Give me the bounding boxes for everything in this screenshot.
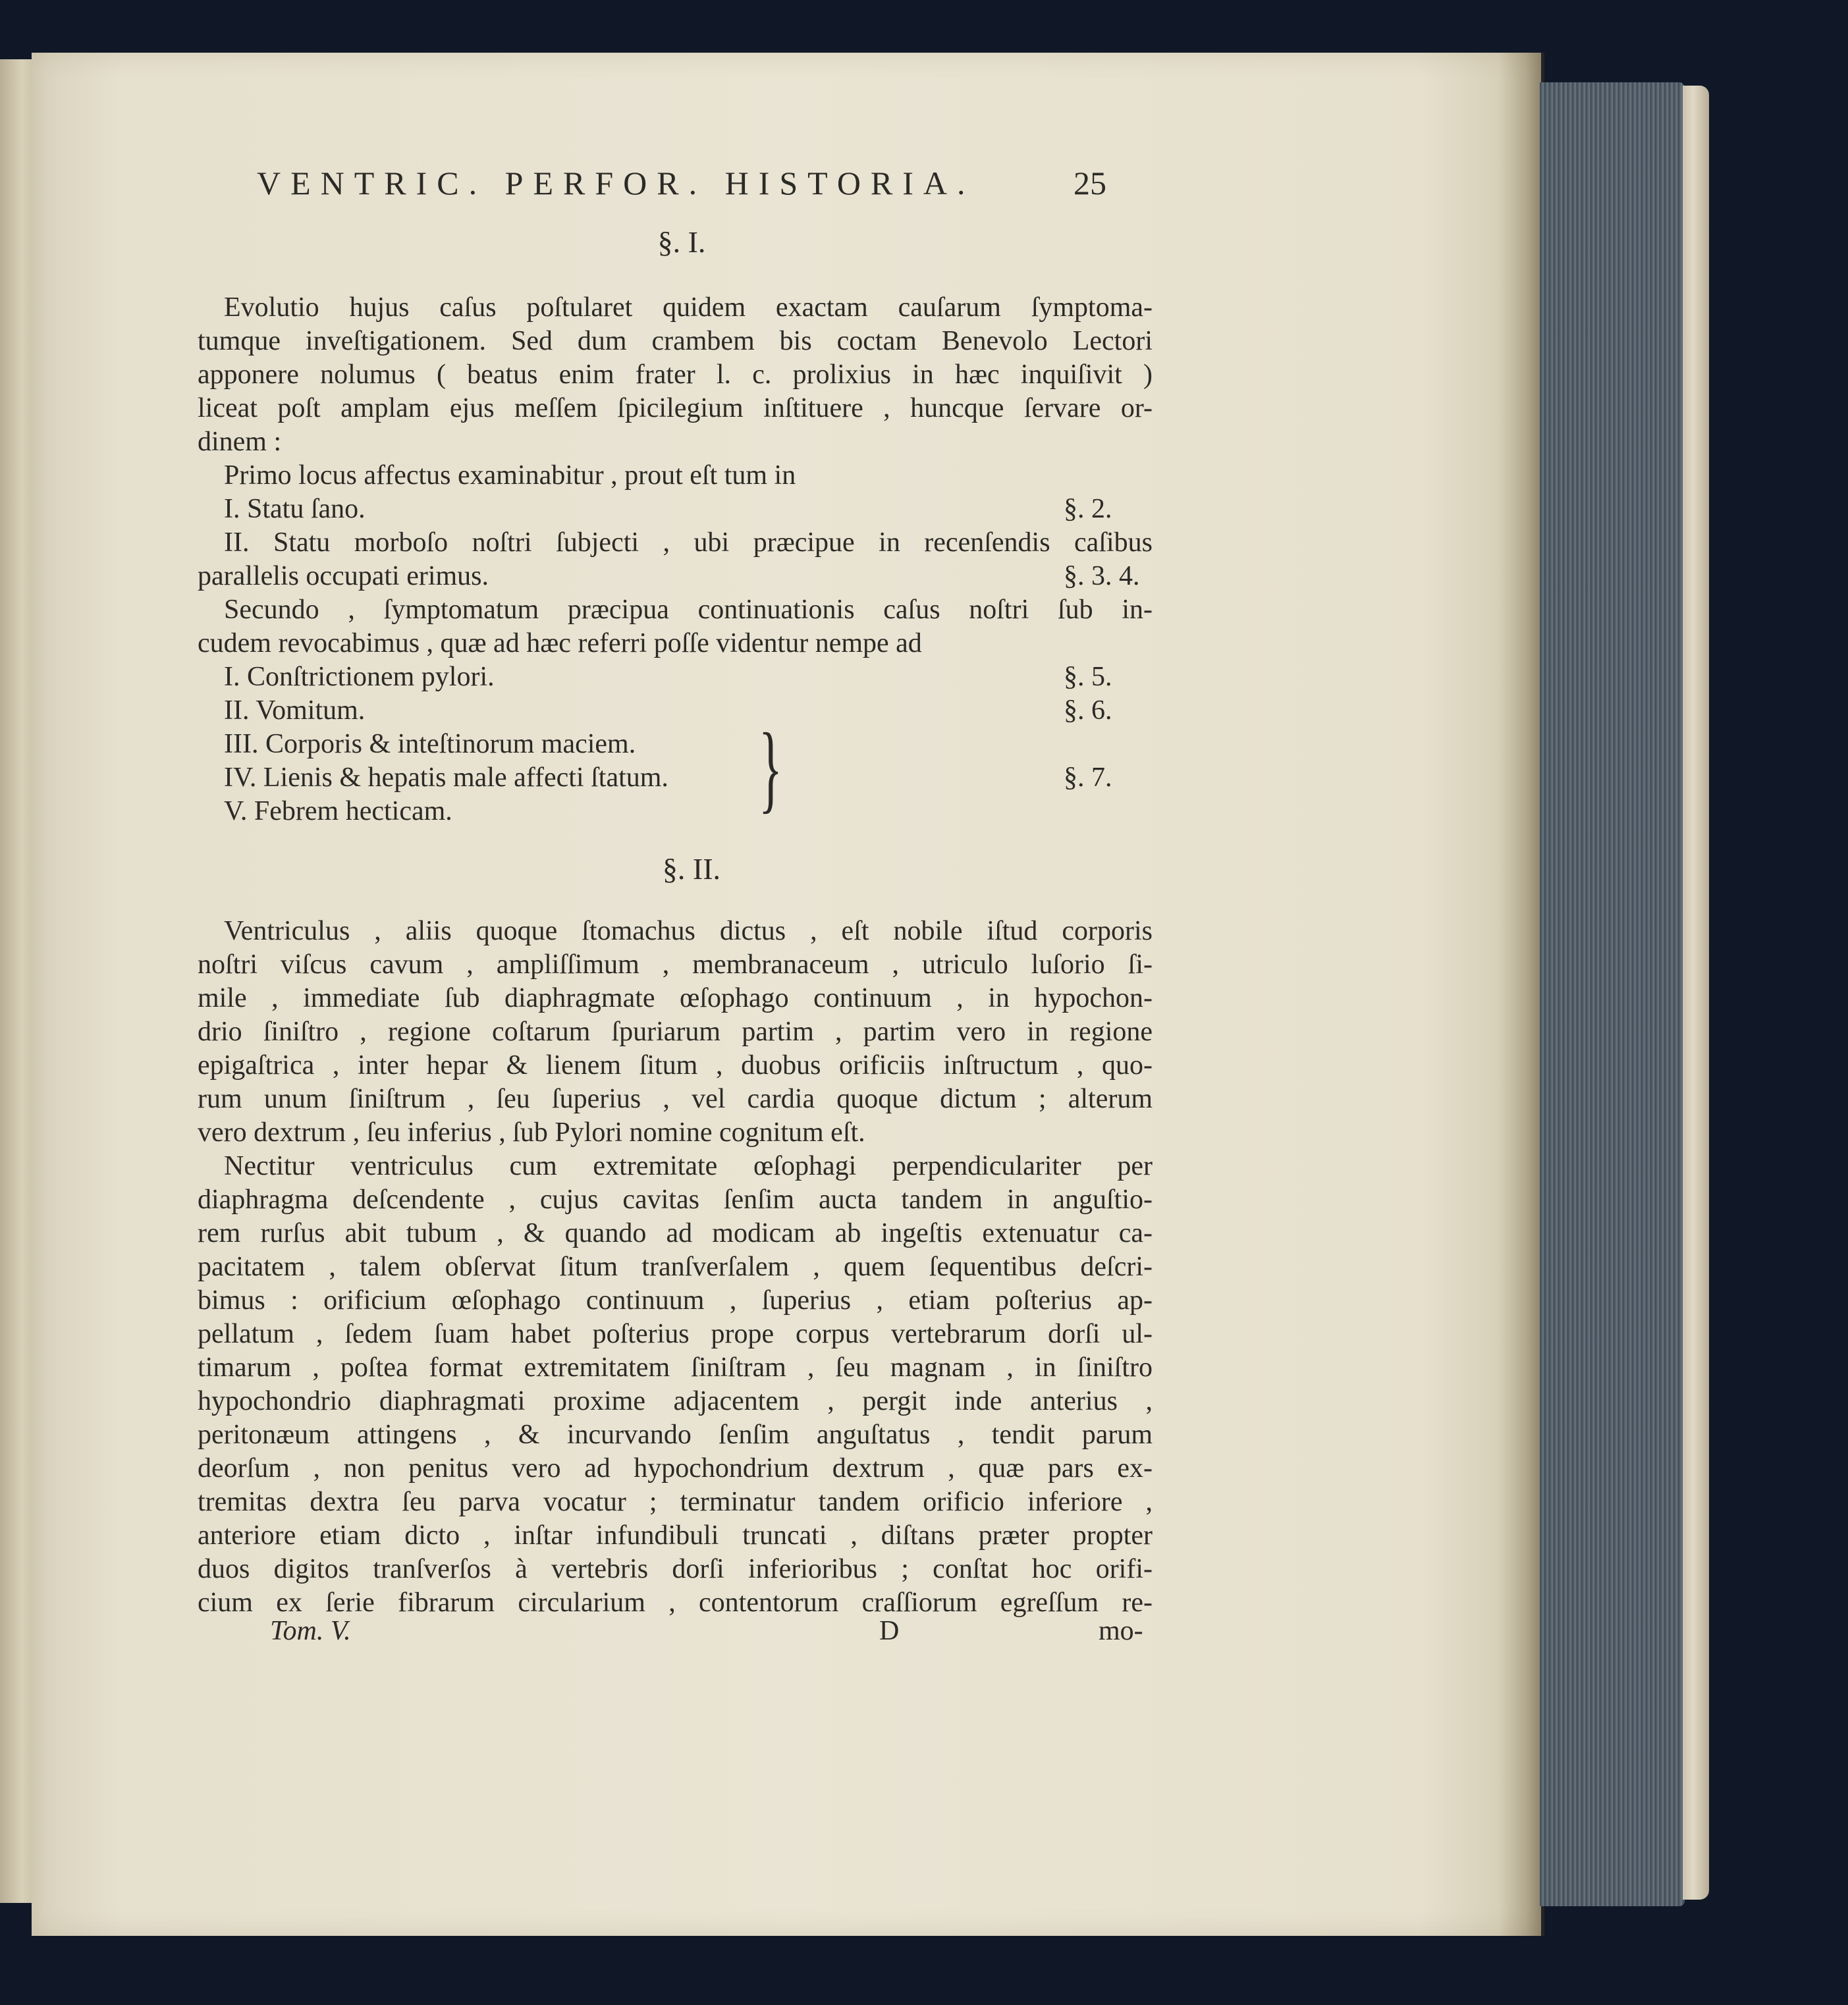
text-line: deorſum , non penitus vero ad hypochondrium dextrum , quæ pars ex- xyxy=(198,1453,1153,1484)
text-line: mile , immediate ſub diaphragmate œſophago continuum , in hypochon- xyxy=(198,983,1153,1013)
text-line: III. Corporis & inteſtinorum maciem. xyxy=(224,729,636,759)
text-line: I. Conſtrictionem pylori. xyxy=(224,662,495,692)
text-line: Ventriculus , aliis quoque ſtomachus dictus , eſt nobile iſtud corporis xyxy=(224,916,1153,946)
previous-page-edge xyxy=(0,59,32,1903)
text-line: pellatum , ſedem ſuam habet poſterius prope corpus vertebrarum dorſi ul- xyxy=(198,1319,1153,1349)
text-line: rum unum ſiniſtrum , ſeu ſuperius , vel cardia quoque dictum ; alterum xyxy=(198,1084,1153,1114)
page-block-edges xyxy=(1540,82,1685,1906)
section-reference: §. 5. xyxy=(1064,662,1112,692)
section-reference: §. 3. 4. xyxy=(1064,561,1140,591)
signature-mark: D xyxy=(879,1616,900,1646)
text-line: Secundo , ſymptomatum præcipua continuationis caſus noſtri ſub in- xyxy=(224,595,1153,625)
section-reference: §. 6. xyxy=(1064,695,1112,726)
text-line: V. Febrem hecticam. xyxy=(224,796,452,826)
section-reference: §. 7. xyxy=(1064,762,1112,793)
text-line: anteriore etiam dicto , inſtar infundibuli truncati , diſtans præter propter xyxy=(198,1520,1153,1551)
text-line: tumque inveſtigationem. Sed dum crambem bis coctam Benevolo Lectori xyxy=(198,326,1153,356)
text-line: epigaſtrica , inter hepar & lienem ſitum , duobus orificiis inſtructum , quo- xyxy=(198,1050,1153,1081)
text-line: liceat poſt amplam ejus meſſem ſpicilegium inſtituere , huncque ſervare or- xyxy=(198,393,1153,423)
text-line: noſtri viſcus cavum , ampliſſimum , membranaceum , utriculo luſorio ſi- xyxy=(198,949,1153,980)
text-line: cudem revocabimus , quæ ad hæc referri poſſe videntur nempe ad xyxy=(198,628,922,658)
text-line: bimus : orificium œſophago continuum , ſuperius , etiam poſterius ap- xyxy=(198,1285,1153,1316)
section-reference: §. 2. xyxy=(1064,494,1112,524)
text-line: hypochondrio diaphragmati proxime adjacentem , pergit inde anterius , xyxy=(198,1386,1153,1416)
volume-label: Tom. V. xyxy=(270,1616,351,1646)
text-line: diaphragma deſcendente , cujus cavitas ſenſim aucta tandem in anguſtio- xyxy=(198,1185,1153,1215)
text-line: Primo locus affectus examinabitur , prout eſt tum in xyxy=(224,460,796,491)
page-number: 25 xyxy=(1073,165,1106,201)
text-line: drio ſiniſtro , regione coſtarum ſpuriarum partim , partim vero in regione xyxy=(198,1017,1153,1047)
text-line: vero dextrum , ſeu inferius , ſub Pylori nomine cognitum eſt. xyxy=(198,1117,865,1148)
page-gutter-shadow xyxy=(1498,53,1544,1936)
text-line: tremitas dextra ſeu parva vocatur ; terminatur tandem orificio inferiore , xyxy=(198,1487,1153,1517)
catchword: mo- xyxy=(1099,1616,1143,1646)
running-head xyxy=(257,157,1153,209)
section-heading-2: §. II. xyxy=(662,852,721,886)
text-line: Nectitur ventriculus cum extremitate œſophagi perpendiculariter per xyxy=(224,1151,1153,1181)
text-line: apponere nolumus ( beatus enim frater l. c. prolixius in hæc inquiſivit ) xyxy=(198,360,1153,390)
text-line: duos digitos tranſverſos à vertebris dorſi inferioribus ; conſtat hoc orifi- xyxy=(198,1554,1153,1584)
text-line: pacitatem , talem obſervat ſitum tranſverſalem , quem ſequentibus deſcri- xyxy=(198,1252,1153,1282)
volume-marker xyxy=(270,1615,351,1647)
book-cover-edge xyxy=(1683,86,1709,1900)
text-line: II. Vomitum. xyxy=(224,695,366,726)
text-line: peritonæum attingens , & incurvando ſenſim anguſtatus , tendit parum xyxy=(198,1420,1153,1450)
text-line: IV. Lienis & hepatis male affecti ſtatum. xyxy=(224,762,668,793)
text-line: dinem : xyxy=(198,427,282,457)
text-line: II. Statu morboſo noſtri ſubjecti , ubi præcipue in recenſendis caſibus xyxy=(224,527,1153,558)
text-line: parallelis occupati erimus. xyxy=(198,561,489,591)
text-line: I. Statu ſano. xyxy=(224,494,366,524)
text-line: cium ex ſerie fibrarum circularium , contentorum craſſiorum egreſſum re- xyxy=(198,1588,1153,1618)
running-title: VENTRIC. PERFOR. HISTORIA. xyxy=(257,165,975,201)
text-line: Evolutio hujus caſus poſtularet quidem exactam cauſarum ſymptoma- xyxy=(224,292,1153,323)
grouping-brace: } xyxy=(759,713,782,822)
text-line: timarum , poſtea format extremitatem ſiniſtram , ſeu magnam , in ſiniſtro xyxy=(198,1352,1153,1383)
text-line: rem rurſus abit tubum , & quando ad modicam ab ingeſtis extenuatur ca- xyxy=(198,1218,1153,1248)
section-heading-1: §. I. xyxy=(657,225,706,259)
